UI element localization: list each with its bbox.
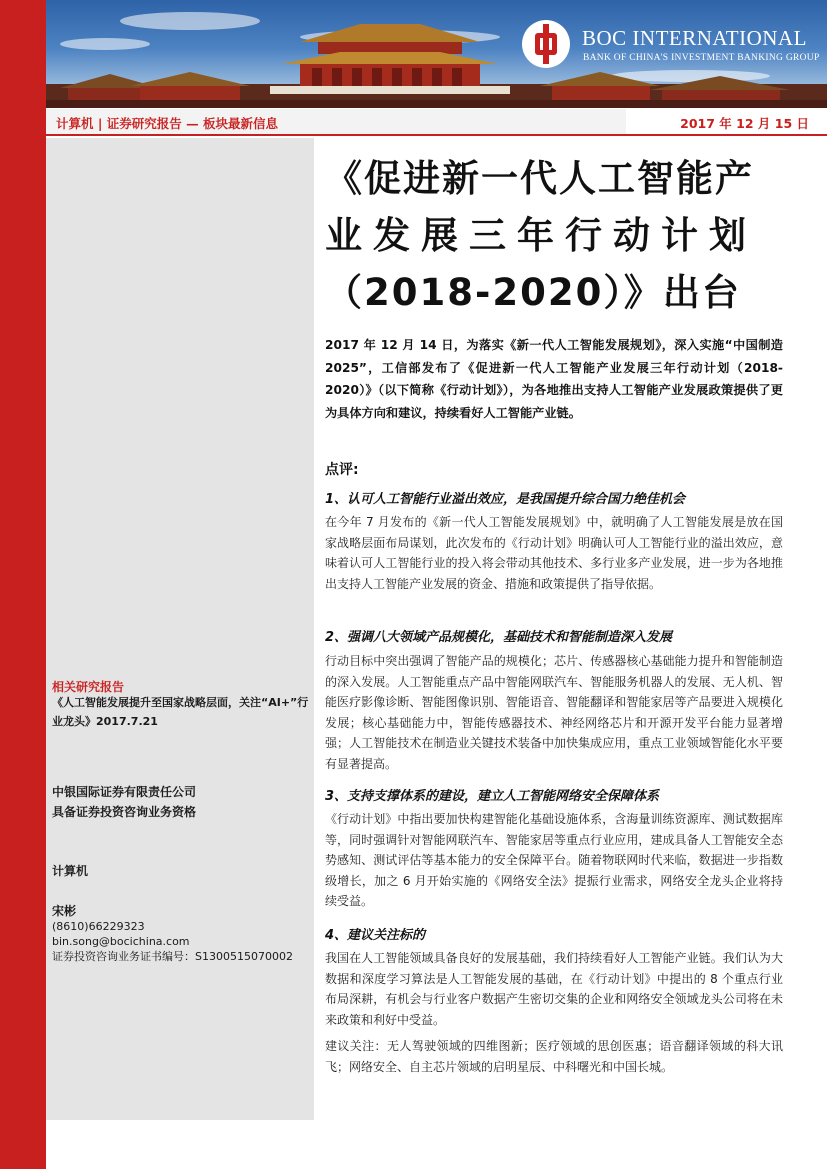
- company-info: [52, 782, 196, 822]
- related-reports-title: 相关研究报告: [52, 680, 125, 694]
- analyst-license: 证券投资咨询业务证书编号：S1300515070002: [52, 950, 293, 963]
- report-summary: 2017 年 12 月 14 日，为落实《新一代人工智能发展规划》，深入实施“中国制造 2025”，工信部发布了《促进新一代人工智能产业发展三年行动计划（2018-2020）》（以下简称《行动计划》），为各地推出支持人工智能产业发展政策提供了更为具体方向和建议，持续看好人工智能产业链。: [325, 338, 783, 420]
- brand-subtitle: BANK OF CHINA'S INVESTMENT BANKING GROUP: [583, 53, 820, 63]
- sidebar-panel: [46, 138, 314, 1120]
- title-line: 《促进新一代人工智能产: [325, 157, 754, 200]
- report-date: 2017 年 12 月 15 日: [680, 116, 809, 131]
- section-paragraph: 行动目标中突出强调了智能产品的规模化；芯片、传感器核心基础能力提升和智能制造的深入发展。人工智能重点产品中智能网联汽车、智能服务机器人的发展、无人机、智能医疗影像诊断、智能图像识别、智能语音、智能翻译和智能家居等产品要进入规模化发展；核心基础能力中，智能传感器技术、神经网络芯片和开源开发平台能力显著增强；人工智能技术在制造业关键技术装备中加快集成应用，重点工业领域智能化水平要有显著提高。: [325, 654, 783, 771]
- company-name: 中银国际证券有限责任公司: [52, 785, 197, 799]
- related-report-item[interactable]: 《人工智能发展提升至国家战略层面，关注“AI+”行业龙头》2017.7.21: [52, 696, 309, 728]
- title-line: （2018-2020）》出台: [325, 271, 741, 314]
- section-paragraph: 我国在人工智能领域具备良好的发展基础，我们持续看好人工智能产业链。我们认为大数据和深度学习算法是人工智能发展的基础，在《行动计划》中提出的 8 个重点行业布局深耕，有机会与行业客户数据产生密切交集的企业和网络安全领域龙头公司将在未来政策和利好中受益。: [325, 951, 783, 1027]
- industry-label: 计算机: [52, 864, 89, 878]
- comment-label: 点评:: [325, 462, 359, 478]
- section-paragraph: 《行动计划》中指出要加快构建智能化基础设施体系，含海量训练资源库、测试数据库等，同时强调针对智能网联汽车、智能家居等重点行业应用，建成具备人工智能安全态势感知、测试评估等基本能力的安全保障平台。随着物联网时代来临，数据进一步指数级增长，加之 6 月开始实施的《网络安全法》提振行业需求，网络安全龙头企业将持续受益。: [325, 812, 783, 908]
- section-heading: 1、认可人工智能行业溢出效应，是我国提升综合国力绝佳机会: [325, 492, 686, 507]
- report-category: 计算机 | 证券研究报告 — 板块最新信息: [56, 116, 278, 131]
- brand-name: BOC INTERNATIONAL: [582, 26, 807, 50]
- title-line: 业发展三年行动计划: [325, 214, 757, 257]
- company-qualification: 具备证券投资咨询业务资格: [52, 805, 197, 819]
- section-paragraph: 建议关注：无人驾驶领域的四维图新；医疗领域的思创医惠；语音翻译领域的科大讯飞；网络安全、自主芯片领域的启明星辰、中科曙光和中国长城。: [325, 1039, 783, 1074]
- analyst-name: 宋彬: [52, 904, 77, 918]
- analyst-email[interactable]: bin.song@bocichina.com: [52, 935, 190, 948]
- analyst-contact: [52, 919, 293, 964]
- bank-emblem-icon: [522, 20, 570, 68]
- boci-logo: [522, 20, 820, 70]
- header-banner: [0, 0, 827, 108]
- left-red-strip: [0, 0, 46, 1169]
- analyst-phone: (8610)66229323: [52, 920, 145, 933]
- section-heading: 3、支持支撑体系的建设，建立人工智能网络安全保障体系: [325, 789, 660, 804]
- report-title: [325, 150, 785, 321]
- category-bar: [46, 109, 827, 136]
- section-heading: 4、建议关注标的: [325, 928, 426, 943]
- section-heading: 2、强调八大领域产品规模化，基础技术和智能制造深入发展: [325, 630, 673, 645]
- section-paragraph: 在今年 7 月发布的《新一代人工智能发展规划》中，就明确了人工智能发展是放在国家战略层面布局谋划，此次发布的《行动计划》明确认可人工智能行业的溢出效应，意味着认可人工智能行业的投入将会带动其他技术、多行业多产业发展，进一步为各地推出支持人工智能产业发展的资金、措施和政策提供了指导依据。: [325, 515, 783, 591]
